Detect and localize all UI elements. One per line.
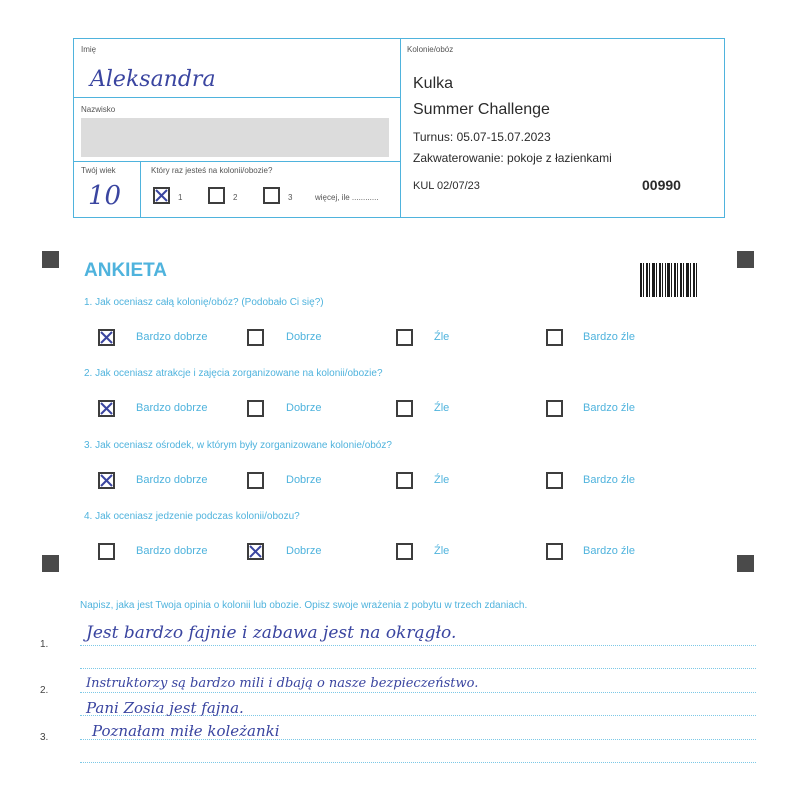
ktory-raz-option-1: 1 [178, 193, 183, 202]
question-4-option-1-label: Bardzo dobrze [136, 545, 208, 557]
question-2-checkbox-2[interactable] [247, 400, 264, 417]
registration-marker [42, 251, 59, 268]
wiek-label: Twój wiek [81, 166, 116, 175]
question-2-option-2-label: Dobrze [286, 402, 322, 414]
opinion-line-4: Poznałam miłe koleżanki [92, 722, 280, 740]
writing-line [80, 645, 756, 646]
registration-marker [42, 555, 59, 572]
wiek-value: 10 [88, 181, 122, 211]
camp-code: KUL 02/07/23 [413, 180, 480, 192]
writing-line [80, 692, 756, 693]
question-1-option-3-label: Źle [434, 331, 450, 343]
form-number: 00990 [642, 177, 681, 193]
ktory-raz-checkbox-3[interactable] [263, 187, 280, 204]
question-4-option-3-label: Źle [434, 545, 450, 557]
question-4-checkbox-4[interactable] [546, 543, 563, 560]
line-number-1: 1. [40, 639, 49, 650]
imie-value: Aleksandra [90, 67, 216, 92]
registration-marker [737, 251, 754, 268]
question-1-option-1-label: Bardzo dobrze [136, 331, 208, 343]
nazwisko-redacted [81, 118, 389, 157]
registration-marker [737, 555, 754, 572]
header-form [73, 38, 725, 218]
camp-name: Kulka [413, 75, 454, 92]
wiecej-label: więcej, ile ............ [315, 193, 379, 202]
ktory-raz-label: Który raz jesteś na kolonii/obozie? [151, 166, 273, 175]
nazwisko-label: Nazwisko [81, 105, 116, 114]
question-1-checkbox-2[interactable] [247, 329, 264, 346]
question-3-checkbox-2[interactable] [247, 472, 264, 489]
question-3-option-4-label: Bardzo źle [583, 474, 635, 486]
check-mark-icon [100, 474, 113, 487]
question-3-checkbox-4[interactable] [546, 472, 563, 489]
ktory-raz-checkbox-2[interactable] [208, 187, 225, 204]
line-number-3: 3. [40, 732, 49, 743]
question-3-checkbox-3[interactable] [396, 472, 413, 489]
imie-label: Imię [81, 45, 97, 54]
opinion-line-2: Instruktorzy są bardzo mili i dbają o nasze bezpieczeństwo. [86, 676, 479, 691]
ktory-raz-option-2: 2 [233, 193, 238, 202]
question-1-checkbox-4[interactable] [546, 329, 563, 346]
check-mark-icon [155, 189, 168, 202]
header-row-divider [74, 97, 400, 98]
age-cell-divider [140, 161, 141, 217]
zakwaterowanie: Zakwaterowanie: pokoje z łazienkami [413, 151, 612, 165]
question-4-option-4-label: Bardzo źle [583, 545, 635, 557]
question-4-text: 4. Jak oceniasz jedzenie podczas kolonii/obozu? [84, 511, 300, 522]
opinion-prompt: Napisz, jaka jest Twoja opinia o kolonii lub obozie. Opisz swoje wrażenia z pobytu w trzech zdaniach. [80, 600, 528, 611]
question-3-option-2-label: Dobrze [286, 474, 322, 486]
header-row-divider [74, 161, 400, 162]
turnus: Turnus: 05.07-15.07.2023 [413, 130, 551, 144]
kolonie-label: Kolonie/obóz [407, 45, 454, 54]
question-1-text: 1. Jak oceniasz całą kolonię/obóz? (Podobało Ci się?) [84, 297, 324, 308]
question-1-option-2-label: Dobrze [286, 331, 322, 343]
question-4-checkbox-1[interactable] [98, 543, 115, 560]
barcode-icon [640, 263, 697, 297]
question-1-option-4-label: Bardzo źle [583, 331, 635, 343]
writing-line [80, 668, 756, 669]
opinion-line-1: Jest bardzo fajnie i zabawa jest na okrągło. [86, 623, 457, 643]
question-2-checkbox-4[interactable] [546, 400, 563, 417]
question-2-checkbox-3[interactable] [396, 400, 413, 417]
check-mark-icon [100, 402, 113, 415]
question-3-text: 3. Jak oceniasz ośrodek, w którym były zorganizowane kolonie/obóz? [84, 440, 392, 451]
question-3-option-3-label: Źle [434, 474, 450, 486]
ktory-raz-checkbox-1[interactable] [153, 187, 170, 204]
question-3-option-1-label: Bardzo dobrze [136, 474, 208, 486]
question-4-option-2-label: Dobrze [286, 545, 322, 557]
header-divider [400, 39, 401, 217]
question-1-checkbox-1[interactable] [98, 329, 115, 346]
check-mark-icon [249, 545, 262, 558]
camp-title: Summer Challenge [413, 101, 550, 118]
opinion-line-3: Pani Zosia jest fajna. [86, 699, 244, 717]
survey-title: ANKIETA [84, 260, 168, 281]
question-2-option-4-label: Bardzo źle [583, 402, 635, 414]
question-1-checkbox-3[interactable] [396, 329, 413, 346]
ktory-raz-option-3: 3 [288, 193, 293, 202]
question-3-checkbox-1[interactable] [98, 472, 115, 489]
question-2-checkbox-1[interactable] [98, 400, 115, 417]
question-2-option-3-label: Źle [434, 402, 450, 414]
writing-line [80, 762, 756, 763]
check-mark-icon [100, 331, 113, 344]
question-2-text: 2. Jak oceniasz atrakcje i zajęcia zorganizowane na kolonii/obozie? [84, 368, 383, 379]
question-4-checkbox-3[interactable] [396, 543, 413, 560]
question-2-option-1-label: Bardzo dobrze [136, 402, 208, 414]
question-4-checkbox-2[interactable] [247, 543, 264, 560]
line-number-2: 2. [40, 685, 49, 696]
